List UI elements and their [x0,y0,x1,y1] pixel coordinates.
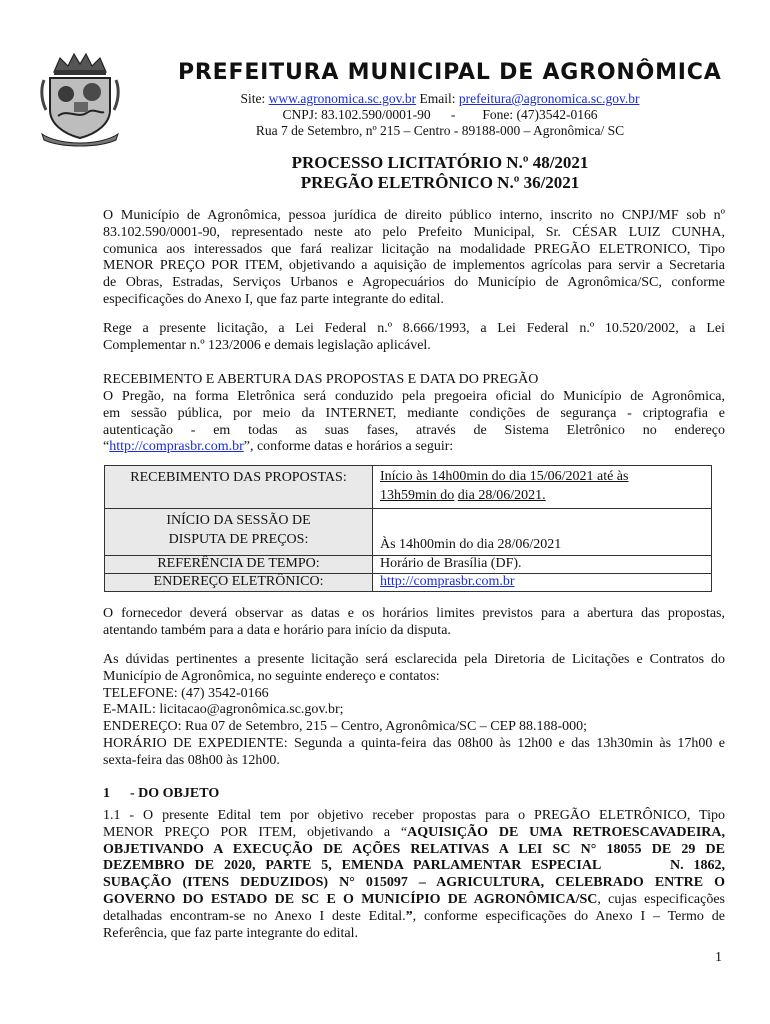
objeto-paragraph [103,808,725,942]
objeto-line [103,825,725,842]
table-cell-value: Horário de Brasília (DF). [373,556,712,574]
process-number: PROCESSO LICITATÓRIO N.º 48/2021 [291,153,589,172]
objeto-line [103,892,725,909]
horario-line: HORÁRIO DE EXPEDIENTE: Segunda a quinta-feira das 08h00 às 12h00 e das 13h30min às 17h00 e [103,735,725,751]
objeto-text: , conforme especificações do Anexo I – Termo de [412,908,725,924]
table-cell-label [105,509,373,556]
intro-line: especificações do Anexo I, que faz parte integrante do edital. [103,291,444,307]
intro-line: O Município de Agronômica, pessoa jurídica de direito público interno, inscrito no CNPJ/MF sob nº [103,208,725,223]
rege-paragraph [103,321,725,355]
quote-open: “ [103,439,110,455]
endereco-line: ENDEREÇO: Rua 07 de Setembro, 215 – Centro, Agronômica/SC – CEP 88.188-000; [103,719,588,735]
objeto-line: DEZEMBRO DE 2020, PARTE 5, EMENDA PARLAMENTAR ESPECIAL N. 1862, [103,858,725,874]
duvidas-line: As dúvidas pertinentes a presente licitação será esclarecida pela Diretoria de Licitações e Contratos do [103,652,725,667]
rege-line: Rege a presente licitação, a Lei Federal n.º 8.666/1993, a Lei Federal n.º 10.520/2002, a Lei [103,321,725,336]
email-line: E-MAIL: licitacao@agronômica.sc.gov.br; [103,702,344,718]
table-row [105,509,712,556]
fornecedor-paragraph [103,606,725,640]
page-title: PREFEITURA MUNICIPAL DE AGRONÔMICA [178,60,722,85]
fornecedor-line: atentando também para a data e horário para início da disputa. [103,622,451,638]
header-address: Rua 7 de Setembro, nº 215 – Centro - 89188-000 – Agronômica/ SC [255,123,625,138]
site-label: Site: [240,91,266,106]
objeto-line: OBJETIVANDO A EXECUÇÃO DE AÇÕES RELATIVAS A LEI SC N° 18055 DE 29 DE [103,841,725,857]
section-number: 1 [103,786,110,801]
receb-value-part: 13h59min do [380,488,455,503]
duvidas-paragraph [103,652,725,770]
pregao-line: autenticação - em todas as suas fases, através de Sistema Eletrônico no endereço [103,422,725,438]
header-contact-line [140,91,740,107]
pregao-line: O Pregão, na forma Eletrônica será conduzido pela pregoeira oficial do Município de Agronômica, [103,389,725,404]
objeto-line: SUBAÇÃO (ITENS DEDUZIDOS) N° 015097 – AGRICULTURA, CELEBRADO ENTRE O [103,875,725,891]
pregao-number: PREGÃO ELETRÔNICO N.º 36/2021 [300,173,580,192]
intro-line: MENOR PREÇO POR ITEM, objetivando a aquisição de implementos agrícolas para servir a Secretaria [103,258,725,274]
objeto-line: Referência, que faz parte integrante do edital. [103,925,358,941]
table-cell-value [373,574,712,592]
duvidas-line: Município de Agronômica, no seguinte endereço e contatos: [103,668,440,684]
label-line: INÍCIO DA SESSÃO DE [166,513,311,528]
objeto-bold: AQUISIÇÃO DE UMA RETROESCAVADEIRA, [407,824,726,840]
pregao-tail: ”, conforme datas e horários a seguir: [243,439,454,455]
telefone-line: TELEFONE: (47) 3542-0166 [103,685,269,701]
section-heading [103,786,219,802]
comprasbr-link[interactable]: http://comprasbr.com.br [109,439,244,455]
horario-line: sexta-feira das 08h00 às 12h00. [103,752,280,768]
municipal-crest-icon [30,50,130,148]
table-row [105,574,712,592]
email-label: Email: [419,91,456,106]
table-cell-label: RECEBIMENTO DAS PROPOSTAS: [105,466,373,509]
table-cell-label: REFERÊNCIA DE TEMPO: [105,556,373,574]
pregao-line: em sessão pública, por meio da INTERNET, mediante condições de segurança - criptografia e [103,405,725,421]
objeto-text: detalhadas encontram-se no Anexo I deste Edital. [103,908,406,924]
pregao-line [103,439,725,456]
email-link[interactable]: prefeitura@agronomica.sc.gov.br [458,91,640,106]
objeto-bold: GOVERNO DO ESTADO DE SC E O MUNICÍPIO DE AGRONÔMICA/SC [103,891,598,907]
intro-line: comunica aos interessados que fará realizar licitação na modalidade PREGÃO ELETRONICO, Tipo [103,241,725,257]
receb-value-line [380,486,704,505]
objeto-line: 1.1 - O presente Edital tem por objetivo receber propostas para o PREGÃO ELETRÔNICO, Tipo [103,808,725,823]
table-row [105,556,712,574]
recebimento-heading: RECEBIMENTO E ABERTURA DAS PROPOSTAS E DATA DO PREGÃO [103,372,539,387]
rege-line: Complementar n.º 123/2006 e demais legislação aplicável. [103,337,431,353]
receb-value-line: Início às 14h00min do dia 15/06/2021 até às [380,469,629,484]
objeto-bold: ” [405,908,413,924]
site-link[interactable]: www.agronomica.sc.gov.br [268,91,417,106]
page-number: 1 [715,950,722,965]
schedule-table [104,465,712,592]
table-cell-label: ENDEREÇO ELETRÔNICO: [105,574,373,592]
objeto-line [103,909,725,926]
table-cell-value: Às 14h00min do dia 28/06/2021 [373,509,712,556]
pregao-paragraph [103,389,725,456]
objeto-text: MENOR PREÇO POR ITEM, objetivando a “ [103,824,408,840]
table-row [105,466,712,509]
fornecedor-line: O fornecedor deverá observar as datas e os horários limites previstos para a abertura das propostas, [103,606,725,621]
intro-line: 83.102.590/0001-90, representado neste ato pelo Prefeito Municipal, Sr. CÉSAR LUIZ CUNHA, [103,224,725,240]
header-cnpj-phone: CNPJ: 83.102.590/0001-90 - Fone: (47)3542-0166 [282,107,598,122]
section-title: - DO OBJETO [130,786,220,801]
label-line: DISPUTA DE PREÇOS: [168,532,309,547]
endereco-link[interactable]: http://comprasbr.com.br [380,574,515,589]
table-cell-value [373,466,712,509]
objeto-text: , cujas especificações [597,891,725,907]
intro-line: de Obras, Estradas, Serviços Urbanos e Agropecuários do Município de Agronômica/SC, conforme [103,275,725,291]
intro-paragraph [103,208,725,309]
receb-value-part: dia 28/06/2021. [457,488,546,503]
